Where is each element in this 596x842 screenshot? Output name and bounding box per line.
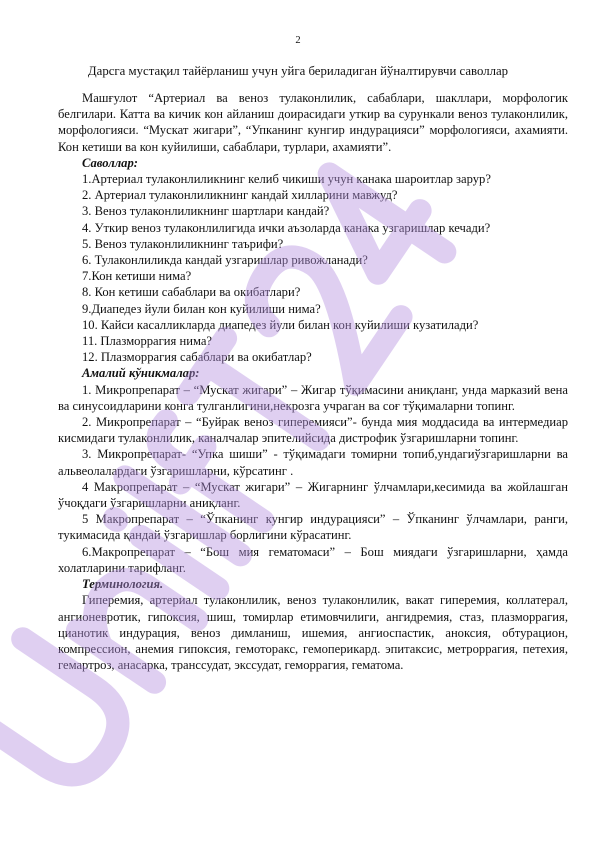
practical-skill-item: 5 Макропрепарат – “Ўпканинг кунгир индурацияси” – Ўпканинг ўлчамлари, ранги, тукимасида қандай ўзгаришлар борлигини кўрасатинг. bbox=[58, 512, 568, 543]
question-item: 9.Диапедез йули билан кон куйилиши нима? bbox=[82, 301, 321, 316]
question-item: 12. Плазморрагия сабаблари ва окибатлар? bbox=[82, 350, 312, 365]
page-number: 2 bbox=[295, 35, 301, 46]
question-item: 2. Артериал тулаконлиликнинг кандай хилларини мавжуд? bbox=[82, 188, 398, 203]
practical-skill-item: 2. Микропрепарат – “Буйрак веноз гиперемияси”- бунда мия моддасида ва интермедиар кисмидаги тулаконлилик, каналчалар эпителийсида дистрофик ўзгаришларни топинг. bbox=[58, 415, 568, 446]
question-item: 7.Кон кетиши нима? bbox=[82, 269, 192, 284]
practical-skill-item: 4 Макропрепарат – “Мускат жигари” – Жигарнинг ўлчамлари,кесимида ва жойлашган ўчоқдаги ўзгаришларни аниқланг. bbox=[58, 479, 568, 511]
question-item: 8. Кон кетиши сабаблари ва окибатлари? bbox=[82, 285, 301, 300]
question-item: 1.Артериал тулаконлиликнинг келиб чикиши учун канака шароитлар зарур? bbox=[82, 172, 491, 187]
practical-skills-heading: Амалий кўникмалар: bbox=[82, 366, 200, 381]
question-item: 10. Кайси касалликларда диапедез йули билан кон куйилиши кузатилади? bbox=[82, 317, 479, 332]
document-title: Дарсга мустақил тайёрланиш учун уйга бериладиган йўналтирувчи саволлар bbox=[87, 64, 509, 78]
question-item: 3. Веноз тулаконлиликнинг шартлари кандай? bbox=[82, 204, 330, 219]
question-item: 5. Веноз тулаконлиликнинг таърифи? bbox=[82, 236, 284, 251]
practical-skill-item: 6.Макропрепарат – “Бош мия гематомаси” – Бош миядаги ўзгаришларни, ҳамда холатларини тарифланг. bbox=[58, 544, 568, 575]
questions-heading: Саволлар: bbox=[82, 155, 138, 170]
terminology-paragraph: Гиперемия, артериал тулаконлилик, веноз тулаконлилик, вакат гиперемия, коллатерал, ангионевротик, гипоксия, шиш, томирлар етимовчилиги, ангидремия, стаз, плазморрагия, цианотик индурация, веноз димланиш, ишемия, ангиоспастик, аноксия, обтурацион, компрессион, анемия гипоксия, гемоторакс, гемоперикард. эпитаксис, метроррагия, петехия, гемартроз, анасарка, транссудат, экссудат, геморрагия, гематома. bbox=[58, 593, 568, 673]
document-body bbox=[58, 90, 568, 673]
practical-skill-item: 3. Микропрепарат- “Упка шиши” - тўқимадаги томирни топиб,ундагиўзгаришларни ва альвеолалардаги ўзгаришларни, кўрсатинг . bbox=[58, 447, 568, 478]
question-item: 6. Тулаконлиликда кандай узгаришлар ривожланади? bbox=[82, 253, 368, 268]
terminology-heading: Терминология. bbox=[82, 577, 164, 592]
question-item: 4. Уткир веноз тулаконлилигида ички аъзоларда канака узгаришлар кечади? bbox=[82, 220, 491, 235]
question-item: 11. Плазморрагия нима? bbox=[82, 334, 213, 349]
practical-skill-item: 1. Микропрепарат – “Мускат жигари” – Жигар тўқимасини аниқланг, унда марказий вена ва синусоидларини конга тулганлигини,некрозга учраган ва соғ тўқималарни топинг. bbox=[58, 382, 568, 413]
lesson-topic-paragraph: Машғулот “Артериал ва веноз тулаконлилик, сабаблари, шакллари, морфологик белгилари. Катта ва кичик кон айланиш доирасидаги уткир ва сурункали веноз тулаконлилик, морфологияси. “Мускат жигари”, “Упканинг кунгир индурацияси” морфологияси, ахамияти. Кон кетиши ва кон куйилиши, сабаблари, турлари, ахамияти”. bbox=[58, 91, 568, 154]
